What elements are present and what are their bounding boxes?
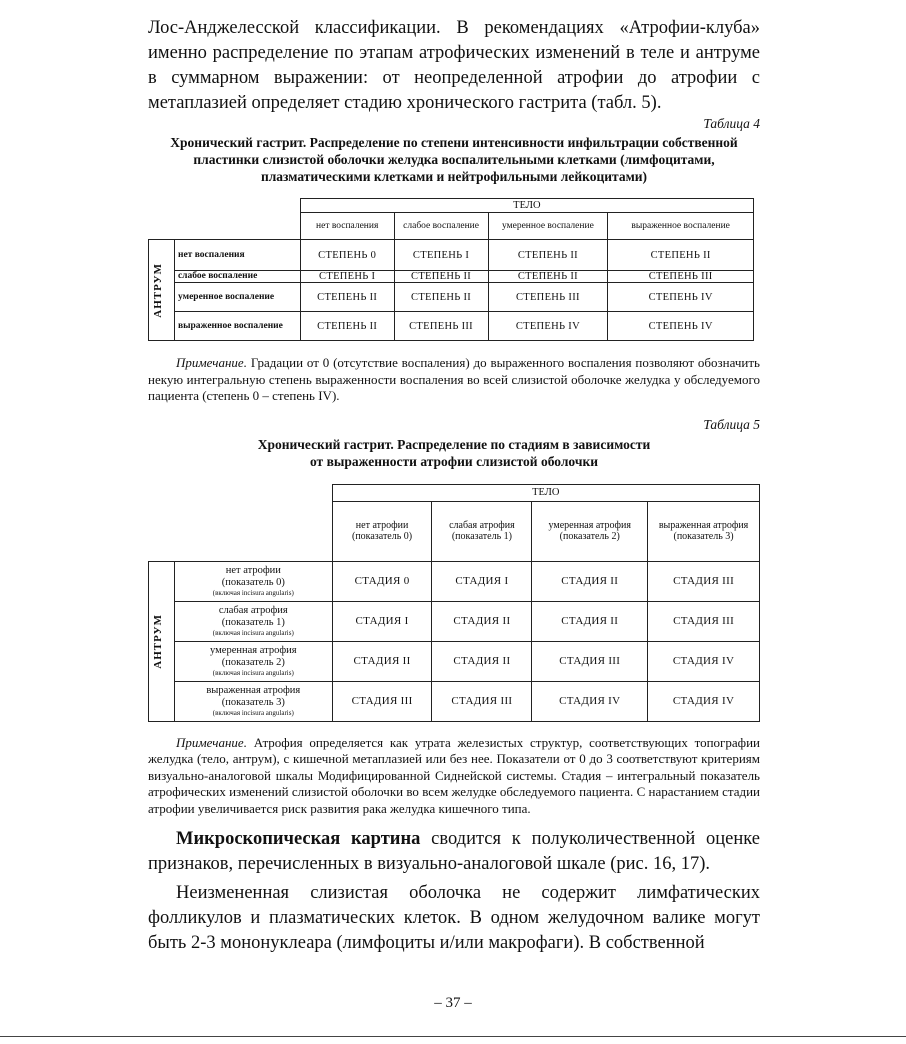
- table5-cell: СТАДИЯ IV: [532, 681, 648, 721]
- table5-group-row: АНТРУМ: [152, 613, 164, 669]
- table5-col-header: умеренная атрофия (показатель 2): [532, 501, 648, 561]
- table-row: [149, 283, 754, 312]
- table4-cell: СТЕПЕНЬ III: [608, 271, 754, 283]
- table5-cell: СТАДИЯ III: [532, 641, 648, 681]
- table5-note: [148, 735, 760, 818]
- table4-row-label: умеренное воспаление: [174, 283, 300, 312]
- table4-cell: СТЕПЕНЬ II: [394, 271, 488, 283]
- bottom-rule: [0, 1036, 906, 1037]
- table5-caption-line2: от выраженности атрофии слизистой оболочки: [309, 453, 598, 469]
- table5-note-text: Атрофия определяется как утрата железистых структур, соответствующих топографии желудка (тело, антрум), с кишечной метаплазией или без нее. Показатели от 0 до 3 соответствуют критериям визуально-аналоговой шкалы Модифицированной Сиднейской системы. Стадия – интегральный показатель атрофических изменений слизистой оболочки во всем желудке обследуемого пациента. С нарастанием стадии атрофии увеличивается риск развития рака желудка кишечного типа.: [148, 734, 760, 816]
- table-row: [149, 681, 760, 721]
- table-row: [149, 240, 754, 271]
- table4-cell: СТЕПЕНЬ IV: [488, 312, 608, 341]
- micro-paragraph: [148, 827, 760, 877]
- table-row: [149, 561, 760, 601]
- page-content: [148, 16, 760, 956]
- intro-paragraph: Лос-Анджелесской классификации. В рекомендациях «Атрофии-клуба» именно распределение по этапам атрофических изменений в теле и антруме в суммарном выражении: от неопределенной атрофии до атрофии с метаплазией определяет стадию хронического гастрита (табл. 5).: [148, 18, 760, 113]
- table5-cell: СТАДИЯ III: [648, 601, 760, 641]
- table4-row-label: нет воспаления: [174, 240, 300, 271]
- table5-col-header: нет атрофии (показатель 0): [332, 501, 432, 561]
- table5-caption-line1: Хронический гастрит. Распределение по стадиям в зависимости: [257, 436, 651, 452]
- table4-cell: СТЕПЕНЬ III: [394, 312, 488, 341]
- last-paragraph: Неизмененная слизистая оболочка не содержит лимфатических фолликулов и плазматических клеток. В одном желудочном валике могут быть 2-3 мононуклеара (лимфоциты и/или макрофаги). В собственной: [148, 883, 760, 953]
- table5-cell: СТАДИЯ III: [432, 681, 532, 721]
- table4-note-text: Градации от 0 (отсутствие воспаления) до выраженного воспаления позволяют обозначить некую интегральную степень выраженности воспаления во всей слизистой оболочке желудка у обследуемого пациента (степень 0 – степень IV).: [148, 355, 760, 403]
- table4-cell: СТЕПЕНЬ II: [488, 240, 608, 271]
- table4-cell: СТЕПЕНЬ I: [394, 240, 488, 271]
- table4-cell: СТЕПЕНЬ II: [394, 283, 488, 312]
- table4-caption: Хронический гастрит. Распределение по степени интенсивности инфильтрации собственной пластинки слизистой оболочки желудка воспалительными клетками (лимфоцитами, плазматическими клетками и нейтрофильными лейкоцитами): [170, 135, 738, 184]
- table5-row-label: умеренная атрофия (показатель 2) (включая incisura angularis): [174, 641, 332, 681]
- table4-group-row: АНТРУМ: [152, 262, 164, 318]
- table5-cell: СТАДИЯ II: [332, 641, 432, 681]
- table4-row-label: выраженное воспаление: [174, 312, 300, 341]
- table5: [148, 484, 760, 722]
- table4-cell: СТЕПЕНЬ II: [300, 283, 394, 312]
- micro-lead: Микроскопическая картина: [176, 829, 421, 849]
- table5-label: Таблица 5: [703, 416, 760, 432]
- table4-col-header: выраженное воспаление: [608, 213, 754, 240]
- table4-cell: СТЕПЕНЬ I: [300, 271, 394, 283]
- table4-cell: СТЕПЕНЬ II: [608, 240, 754, 271]
- table4-cell: СТЕПЕНЬ III: [488, 283, 608, 312]
- table-row: [149, 271, 754, 283]
- table5-cell: СТАДИЯ II: [532, 601, 648, 641]
- table4: [148, 198, 754, 341]
- table4-cell: СТЕПЕНЬ II: [488, 271, 608, 283]
- table4-cell: СТЕПЕНЬ IV: [608, 312, 754, 341]
- table5-cell: СТАДИЯ I: [332, 601, 432, 641]
- table4-row-label: слабое воспаление: [174, 271, 300, 283]
- table5-cell: СТАДИЯ I: [432, 561, 532, 601]
- table5-cell: СТАДИЯ II: [432, 641, 532, 681]
- table4-label: Таблица 4: [703, 116, 760, 131]
- table5-cell: СТАДИЯ IV: [648, 641, 760, 681]
- table4-group-col: ТЕЛО: [300, 199, 753, 213]
- table4-col-header: умеренное воспаление: [488, 213, 608, 240]
- table4-note: [148, 355, 760, 405]
- table5-cell: СТАДИЯ IV: [648, 681, 760, 721]
- micro-text: сводится к полуколичественной оценке признаков, перечисленных в визуально-аналоговой шкале (рис. 16, 17).: [148, 829, 761, 874]
- table5-col-header: слабая атрофия (показатель 1): [432, 501, 532, 561]
- table5-cell: СТАДИЯ II: [432, 601, 532, 641]
- table5-row-label: нет атрофии (показатель 0) (включая incisura angularis): [174, 561, 332, 601]
- table4-note-label: Примечание.: [176, 355, 247, 370]
- table-row: [149, 641, 760, 681]
- table4-cell: СТЕПЕНЬ IV: [608, 283, 754, 312]
- table5-row-label: слабая атрофия (показатель 1) (включая incisura angularis): [174, 601, 332, 641]
- table-row: [149, 601, 760, 641]
- table5-cell: СТАДИЯ II: [532, 561, 648, 601]
- table5-group-col: ТЕЛО: [332, 484, 759, 501]
- page-number: – 37 –: [434, 995, 472, 1011]
- table5-row-label: выраженная атрофия (показатель 3) (включая incisura angularis): [174, 681, 332, 721]
- table-row: [149, 312, 754, 341]
- table5-cell: СТАДИЯ 0: [332, 561, 432, 601]
- table4-col-header: нет воспаления: [300, 213, 394, 240]
- table5-note-label: Примечание.: [176, 734, 247, 750]
- table4-cell: СТЕПЕНЬ 0: [300, 240, 394, 271]
- table5-cell: СТАДИЯ III: [332, 681, 432, 721]
- table5-cell: СТАДИЯ III: [648, 561, 760, 601]
- table5-col-header: выраженная атрофия (показатель 3): [648, 501, 760, 561]
- table4-cell: СТЕПЕНЬ II: [300, 312, 394, 341]
- table4-col-header: слабое воспаление: [394, 213, 488, 240]
